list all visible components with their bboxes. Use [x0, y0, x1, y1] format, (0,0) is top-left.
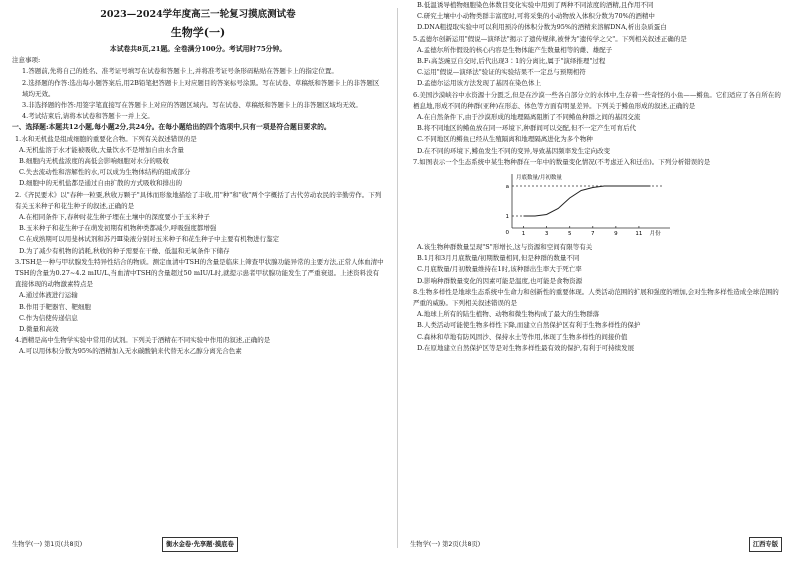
question-option: C.在成熟期可以用斐林试剂和苏丹Ⅲ染液分别对玉米种子和花生种子中主要有机物进行鉴定 — [19, 235, 280, 244]
origin-label: 0 — [505, 230, 509, 237]
question-option: D.细胞中的无机盐都是通过自由扩散的方式吸收和排出的 — [19, 179, 183, 188]
left-column — [12, 0, 384, 561]
question-option: A.孟德尔所作假设的核心内容是生物体能产生数量相等的雌、雄配子 — [417, 45, 613, 54]
question-option: B.人类活动可能使生物多样性下降,而建立自然保护区有利于生物多样性的保护 — [417, 321, 641, 330]
population-ratio-line — [524, 186, 651, 216]
right-column — [410, 0, 782, 561]
note-item: 4.考试结束后,请将本试卷和答题卡一并上交。 — [22, 112, 154, 121]
section-heading: 一、选择题:本题共12小题,每小题2分,共24分。在每小题给出的四个选项中,只有一项是符合题目要求的。 — [12, 123, 331, 132]
question-option: D.在原地建立自然保护区等是对生物多样性最有效的保护,有利于可持续发展 — [417, 343, 635, 352]
y-tick-1: 1 — [505, 214, 509, 221]
question — [410, 0, 782, 34]
question-option: C.失去流动性和溶解性的水,可以成为生物体结构的组成部分 — [19, 168, 191, 177]
question-option: C.不同地区的鳉鱼已经从生殖隔离和地理隔离进化为多个物种 — [417, 135, 593, 144]
question — [410, 34, 782, 90]
x-tick-label: 3 — [544, 231, 549, 238]
question — [410, 90, 782, 157]
question-option: D.DNA粗提取实验中可以利用预冷的体积分数为95%的酒精来溶解DNA,析出杂质蛋白 — [417, 23, 667, 32]
question — [12, 190, 384, 257]
column-divider — [397, 8, 398, 548]
question-stem: 1.水和无机盐是组成细胞的重要化合物。下列有关叙述错误的是 — [15, 134, 197, 143]
question — [410, 242, 782, 287]
note-item: 1.答题前,先将自己的姓名、准考证号填写在试卷和答题卡上,并将准考证号条形码粘贴在答题卡上的指定位置。 — [22, 67, 338, 76]
question-option: A.通过体液进行运输 — [19, 291, 78, 300]
question-stem: 5.孟德尔创新运用"假说—演绎法"揭示了遗传规律,被誉为"遗传学之父"。下列相关叙述正确的是 — [413, 34, 687, 43]
left-questions — [12, 134, 384, 358]
question-stem: 3.TSH是一种与甲状腺发生特异性结合的物质。测定血清中TSH的含量是临床上筛查甲状腺功能异常的主要方法,正常人体血清中TSH的含量为0.27~4.2 mIU/L,当血清中TSH的含量超过50 mIU/L时,就提示患者甲状腺功能发生了严重衰退。上述资料没有直接体现的动物激素特点是 — [15, 257, 384, 289]
question-option: B.细胞内无机盐浓度的高低会影响细胞对水分的吸收 — [19, 157, 169, 166]
question-option: B.将不同地区的鳉鱼放在同一环境下,种群间可以交配,但不一定产生可育后代 — [417, 124, 636, 133]
notes-list — [12, 66, 384, 122]
question-option: A.无机盐溶于水才能被吸收,大量饮水不是增加自由水含量 — [19, 145, 184, 154]
x-axis-label: 月份 — [649, 231, 661, 238]
question-option: A.在自然条件下,由于沙漠形成的地理隔离阻断了不同鳉鱼种群之间的基因交流 — [417, 113, 641, 122]
question — [410, 287, 782, 354]
right-questions — [410, 0, 782, 354]
question-option: D.孟德尔运用该方法发现了基因在染色体上 — [417, 79, 542, 88]
population-chart — [490, 170, 690, 242]
question-option: B.作用于靶器官、靶细胞 — [19, 302, 91, 311]
exam-title: 2023—2024学年度高三一轮复习摸底测试卷 — [100, 9, 296, 20]
question-option: C.研究土壤中小动物类群丰富度时,可将采集的小动物放入体积分数为70%的酒精中 — [417, 12, 655, 21]
question-stem: 6.美国沙漠峡谷中水资源十分匮乏,但是在沙漠一些各自部分立的水体中,生存着一些奇怪的小鱼——鳉鱼。它们适应了各自所在的栖息地,形成不同的种群(亚种)在形态、体色等方面有明显差异。下列关于鳉鱼形成的叙述,正确的是 — [413, 90, 781, 110]
y-tick-a: a — [505, 184, 509, 191]
x-tick-label: 7 — [591, 231, 595, 238]
x-tick-label: 5 — [567, 231, 572, 238]
question-option: C.月底数量/月初数量维持在1时,该种群出生率大于死亡率 — [417, 265, 582, 274]
region-label: 江西专版 — [749, 537, 782, 552]
exam-subtitle: 生物学(一) — [170, 26, 226, 39]
y-axis-label: 月底数量/月初数量 — [516, 175, 562, 182]
question-option: A.该生物种群数量呈现"S"形增长,这与资源和空间有限等有关 — [417, 243, 593, 252]
question — [410, 157, 782, 168]
question-option: C.运用"假说—演绎法"验证的实验结果不一定总与预期相符 — [417, 68, 586, 77]
question-stem: 4.酒精是高中生物学实验中常用的试剂。下列关于酒精在不同实验中作用的叙述,正确的是 — [15, 336, 271, 345]
question-stem: 7.如图表示一个生态系统中某生物种群在一年中的数量变化情况(不考虑迁入和迁出)。下列分析错误的是 — [413, 157, 711, 166]
note-item: 3.非选择题的作答:用签字笔直接写在答题卡上对应的答题区域内。写在试卷、草稿纸和答题卡上的非答题区域均无效。 — [22, 101, 362, 110]
question-option: D.影响种群数量变化的因素可能是温度,也可能是食物资源 — [417, 276, 583, 285]
exam-info: 本试卷共8页,21题。全卷满分100分。考试用时75分钟。 — [109, 45, 287, 53]
x-tick-label: 9 — [614, 231, 618, 238]
question-option: D.在不同的环境下,鳉鱼发生不同的变异,导致基因频率发生定向改变 — [417, 146, 611, 155]
question-option: D.为了减少有机物的消耗,秋收的种子需要在干燥、低温和无氧条件下储存 — [19, 246, 230, 255]
notes-heading: 注意事项: — [12, 56, 41, 65]
question-option: C.作为信使传递信息 — [19, 313, 78, 322]
question — [12, 134, 384, 190]
question-option: B.F₁高茎豌豆自交时,后代出现3∶1的分离比,属于"演绎推理"过程 — [417, 57, 606, 66]
x-tick-label: 1 — [521, 231, 526, 238]
right-page-number: 生物学(一) 第2页(共8页) — [410, 541, 481, 548]
brand-label: 衡水金卷·先享题·摸底卷 — [162, 537, 238, 552]
question-stem: 8.生物多样性是地球生态系统中生命力和创新性的重要体现。人类活动范围的扩展和强度的增加,会对生物多样性造成全球范围的严重的威胁。下列相关叙述错误的是 — [413, 287, 779, 308]
question-option: B.玉米种子和花生种子在萌发初期有机物种类都减少,呼吸强度都增强 — [19, 224, 217, 233]
question-stem: 2.《齐民要术》以"春种一粒粟,秋收万颗子"具体而形象地描绘了丰收,用"种"和"收"两个字概括了古代劳动农民的辛勤劳作。下列有关玉米种子和花生种子的叙述,正确的是 — [15, 190, 382, 210]
question-option: A.在相同条件下,春种时花生种子埋在土壤中的深度要小于玉米种子 — [19, 213, 210, 222]
question-option: C.森林和草地有防风固沙、保持水土等作用,体现了生物多样性的间接价值 — [417, 332, 628, 341]
note-item: 2.选择题的作答:选出每小题答案后,用2B铅笔把答题卡上对应题目的答案标号涂黑。写在试卷、草稿纸和答题卡上的非答题区域均无效。 — [22, 78, 380, 98]
chart-svg — [490, 170, 690, 242]
question-option: B.1月和3月月底数量/初期数量相同,但是种群的数量不同 — [417, 254, 580, 263]
question-option: A.可以用体积分数为95%的酒精加入无水碳酸钠来代替无水乙醇分离光合色素 — [19, 347, 242, 356]
question-option: A.地球上所有的陆生植物、动物和微生物构成了最大的生物群落 — [417, 310, 600, 319]
question-option: B.低温诱导植物细胞染色体数目变化实验中用到了两种不同浓度的酒精,且作用不同 — [417, 1, 654, 9]
x-tick-label: 11 — [635, 231, 643, 238]
left-page-number: 生物学(一) 第1页(共8页) — [12, 541, 83, 548]
question — [12, 335, 384, 357]
question-option: D.微量和高效 — [19, 325, 59, 334]
question — [12, 257, 384, 335]
